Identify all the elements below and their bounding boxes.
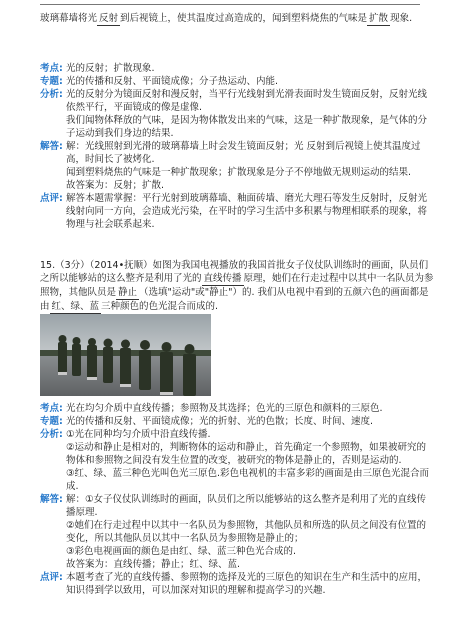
jieda-para-1: 解：①女子仪仗队训练时的画面，队员们之所以能够站的这么整齐是利用了光的直线传播原理. bbox=[66, 494, 427, 518]
q14-section bbox=[40, 12, 435, 26]
dianping-label: 点评: bbox=[40, 572, 63, 583]
fenxi-label: 分析: bbox=[40, 89, 63, 100]
jieda-label: 解答: bbox=[40, 494, 63, 505]
q14-analysis bbox=[40, 62, 435, 231]
zhuanti-text: 光的传播和反射、平面镜成像；分子热运动、内能. bbox=[66, 76, 279, 87]
fenxi-para-2: ②运动和静止是相对的，判断物体的运动和静止，首先确定一个参照物，如果被研究的物体和参照物之间没有发生位置的改变，被研究的物体是静止的，否则是运动的. bbox=[66, 442, 427, 466]
jieda-para-2: 闻到塑料烧焦的气味是一种扩散现象；扩散现象是分子不停地做无规则运动的结果. bbox=[66, 167, 412, 178]
q15-blank-2: 静止 bbox=[118, 287, 138, 298]
header-rule bbox=[40, 4, 420, 5]
q15-jieda-row bbox=[40, 493, 435, 571]
q14-dianping-row bbox=[40, 192, 435, 231]
fenxi-label: 分析: bbox=[40, 429, 63, 440]
dianping-label: 点评: bbox=[40, 193, 63, 204]
q15-fenxi-row bbox=[40, 428, 435, 493]
q15-blank-3: 红、绿、蓝 bbox=[51, 301, 100, 312]
jieda-para-1: 解：光线照射到光滑的玻璃幕墙上时会发生镜面反射；光 反射到后视镜上使其温度过高，时间长了被烤化. bbox=[66, 141, 421, 165]
dianping-text: 本题考查了光的直线传播、参照物的选择及光的三原色的知识在生产和生活中的应用，知识得到学以致用，可以加深对知识的理解和提高学习的兴趣. bbox=[66, 572, 428, 596]
jieda-para-4: 故答案为：直线传播；静止；红、绿、蓝. bbox=[66, 559, 241, 570]
jieda-para-3: ③彩色电视画面的颜色是由红、绿、蓝三种色光合成的. bbox=[66, 546, 297, 557]
dianping-text: 解答本题需掌握：平行光射到玻璃幕墙、釉面砖墙、磨光大理石等发生反射时，反射光线射向同一方向，会造成光污染，在平时的学习生活中多积累与物理相联系的现象，将物理与社会联系起来. bbox=[66, 193, 428, 230]
q15-zhuanti-row bbox=[40, 415, 435, 428]
fenxi-para-1: 光的反射分为镜面反射和漫反射，当平行光线射到光滑表面时发生镜面反射，反射光线依然平行，平面镜成的像是虚像. bbox=[66, 89, 428, 113]
q15-kaodian-row bbox=[40, 402, 435, 415]
q14-jieda-row bbox=[40, 140, 435, 192]
jieda-label: 解答: bbox=[40, 141, 63, 152]
q15-dianping-row bbox=[40, 571, 435, 597]
q14-blank-2: 扩散 bbox=[369, 13, 389, 24]
q15-analysis bbox=[40, 402, 435, 597]
kaodian-text: 光在均匀介质中直线传播；参照物及其选择；色光的三原色和颜料的三原色. bbox=[66, 403, 383, 414]
jieda-para-3: 故答案为：反射；扩散. bbox=[66, 180, 165, 191]
q14-stem: 玻璃幕墙将光 反射 到后视镜上，使其温度过高造成的，闻到塑料烧焦的气味是 扩散 现象. bbox=[40, 13, 413, 24]
honor-guard-image bbox=[40, 314, 211, 396]
q15-blank-1: 直线传播 bbox=[203, 273, 242, 284]
fenxi-para-1: ①光在同种均匀介质中沿直线传播. bbox=[66, 429, 211, 440]
q14-blank-1: 反射 bbox=[99, 13, 119, 24]
q14-fenxi-row bbox=[40, 88, 435, 140]
q14-zhuanti-row bbox=[40, 75, 435, 88]
honor-guard-photo bbox=[40, 314, 211, 396]
fenxi-para-3: ③红、绿、蓝三种色光叫色光三原色.彩色电视机的丰富多彩的画面是由三原色光混合而成. bbox=[66, 468, 430, 492]
q15-stem: 15.（3分）（2014•抚顺）如图为我国电视播放的我国首批女子仪仗队训练时的画面，队员们之所以能够站的这么整齐是利用了光的 直线传播 原理，她们在行走过程中以其中一名队员为参照物，其他队员是 静止 （选填"运动"或"静止"）的. 我们从电视中看到的五颜六色的画面都是由 红、绿、蓝 三种颜色的色光混合而成的. bbox=[40, 260, 434, 312]
kaodian-label: 考点: bbox=[40, 63, 63, 74]
zhuanti-label: 专题: bbox=[40, 416, 63, 427]
zhuanti-text: 光的传播和反射、平面镜成像；光的折射、光的色散；长度、时间、速度. bbox=[66, 416, 374, 427]
kaodian-text: 光的反射；扩散现象. bbox=[66, 63, 155, 74]
jieda-para-2: ②她们在行走过程中以其中一名队员为参照物，其他队员和所选的队员之间没有位置的变化，所以其他队员以其中一名队员为参照物是静止的； bbox=[66, 520, 427, 544]
fenxi-para-2: 我们闻物体释放的气味，是因为物体散发出来的气味，这是一种扩散现象，是气体的分子运动到我们身边的结果. bbox=[66, 115, 428, 139]
zhuanti-label: 专题: bbox=[40, 76, 63, 87]
kaodian-label: 考点: bbox=[40, 403, 63, 414]
q14-kaodian-row bbox=[40, 62, 435, 75]
